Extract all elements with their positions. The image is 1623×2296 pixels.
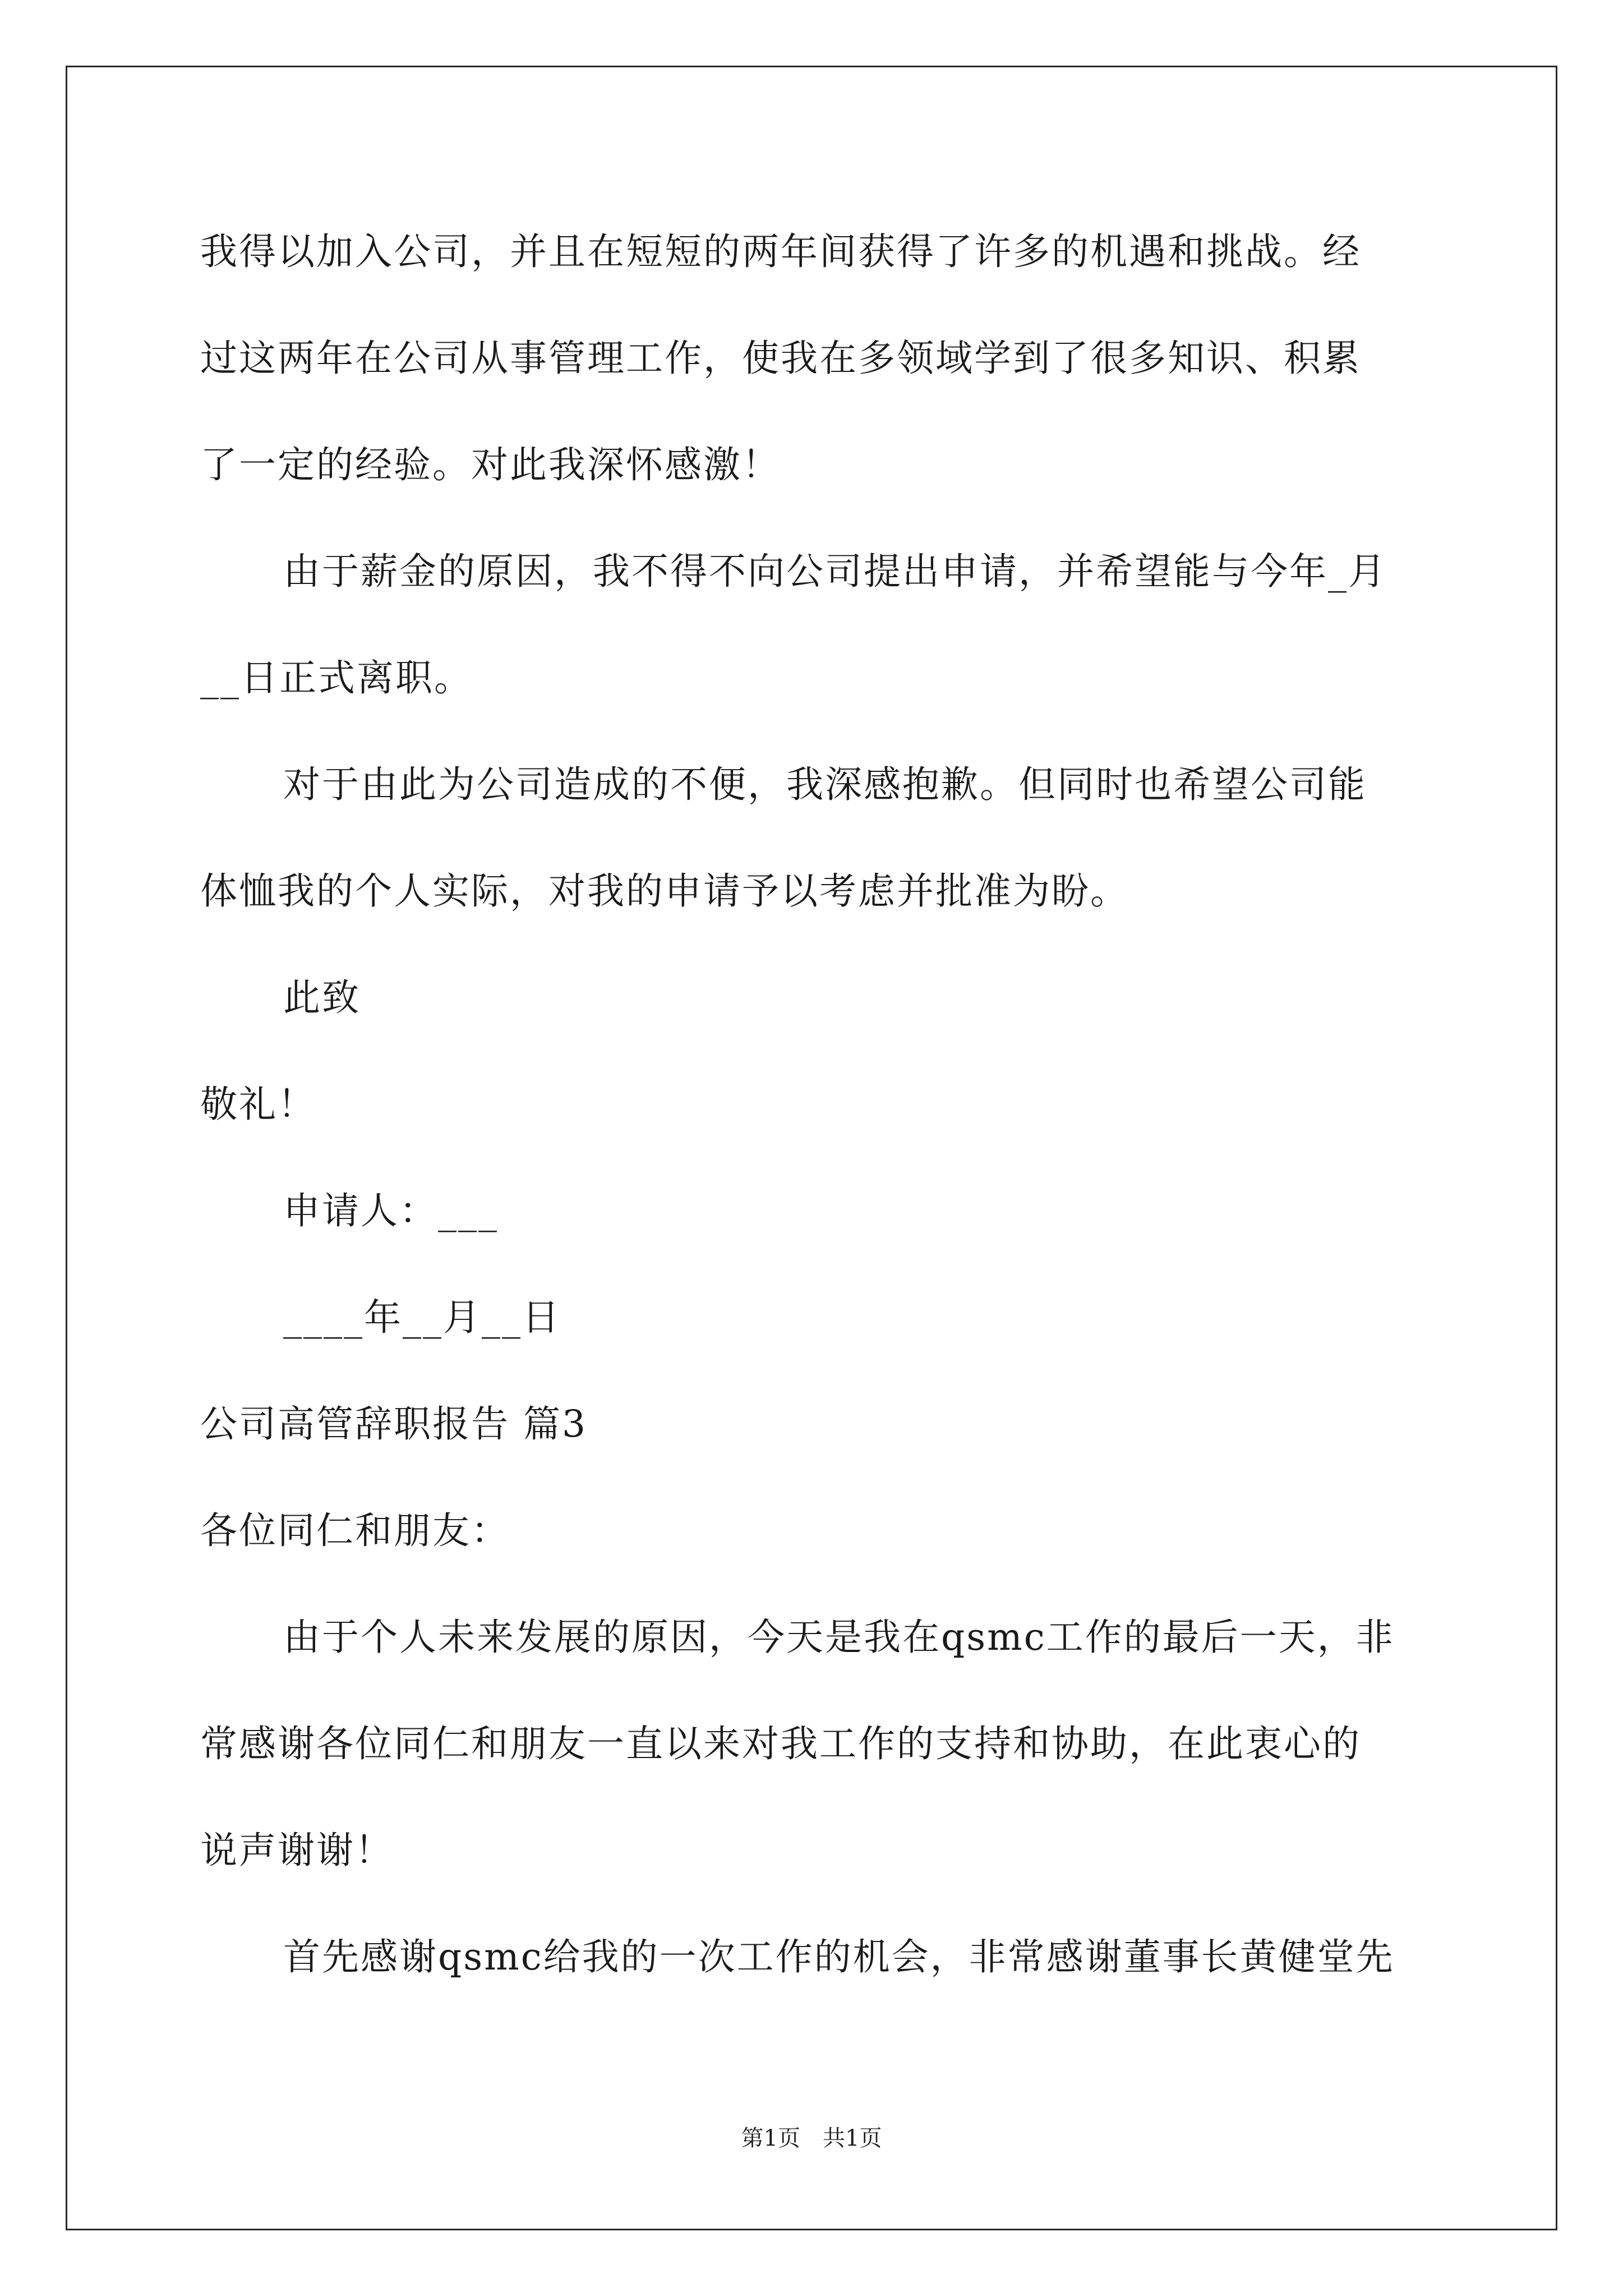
date-line: ____年__月__日 [283,1296,561,1339]
body-line-7: 体恤我的个人实际，对我的申请予以考虑并批准为盼。 [200,869,1129,913]
greeting-line: 各位同仁和朋友： [200,1509,510,1552]
body-line-8: 由于个人未来发展的原因，今天是我在qsmc工作的最后一天，非 [283,1616,1395,1659]
page-border [66,66,1557,2230]
closing-regards: 敬礼！ [200,1083,316,1126]
page-footer: 第1页 共1页 [741,2125,882,2151]
body-line-1: 我得以加入公司，并且在短短的两年间获得了许多的机遇和挑战。经 [200,230,1361,273]
body-line-6: 对于由此为公司造成的不便，我深感抱歉。但同时也希望公司能 [283,763,1367,806]
closing-salutation: 此致 [283,976,361,1019]
section-heading: 公司高管辞职报告 篇3 [200,1402,587,1446]
body-line-9: 常感谢各位同仁和朋友一直以来对我工作的支持和协助，在此衷心的 [200,1722,1361,1765]
body-line-4: 由于薪金的原因，我不得不向公司提出申请，并希望能与今年_月 [283,550,1387,593]
body-line-10: 说声谢谢！ [200,1829,394,1872]
applicant-line: 申请人：___ [283,1189,499,1232]
body-line-5: __日正式离职。 [200,656,473,700]
body-line-11: 首先感谢qsmc给我的一次工作的机会，非常感谢董事长黄健堂先 [283,1935,1395,1978]
body-line-2: 过这两年在公司从事管理工作，使我在多领域学到了很多知识、积累 [200,337,1361,380]
body-line-3: 了一定的经验。对此我深怀感激！ [200,443,781,486]
